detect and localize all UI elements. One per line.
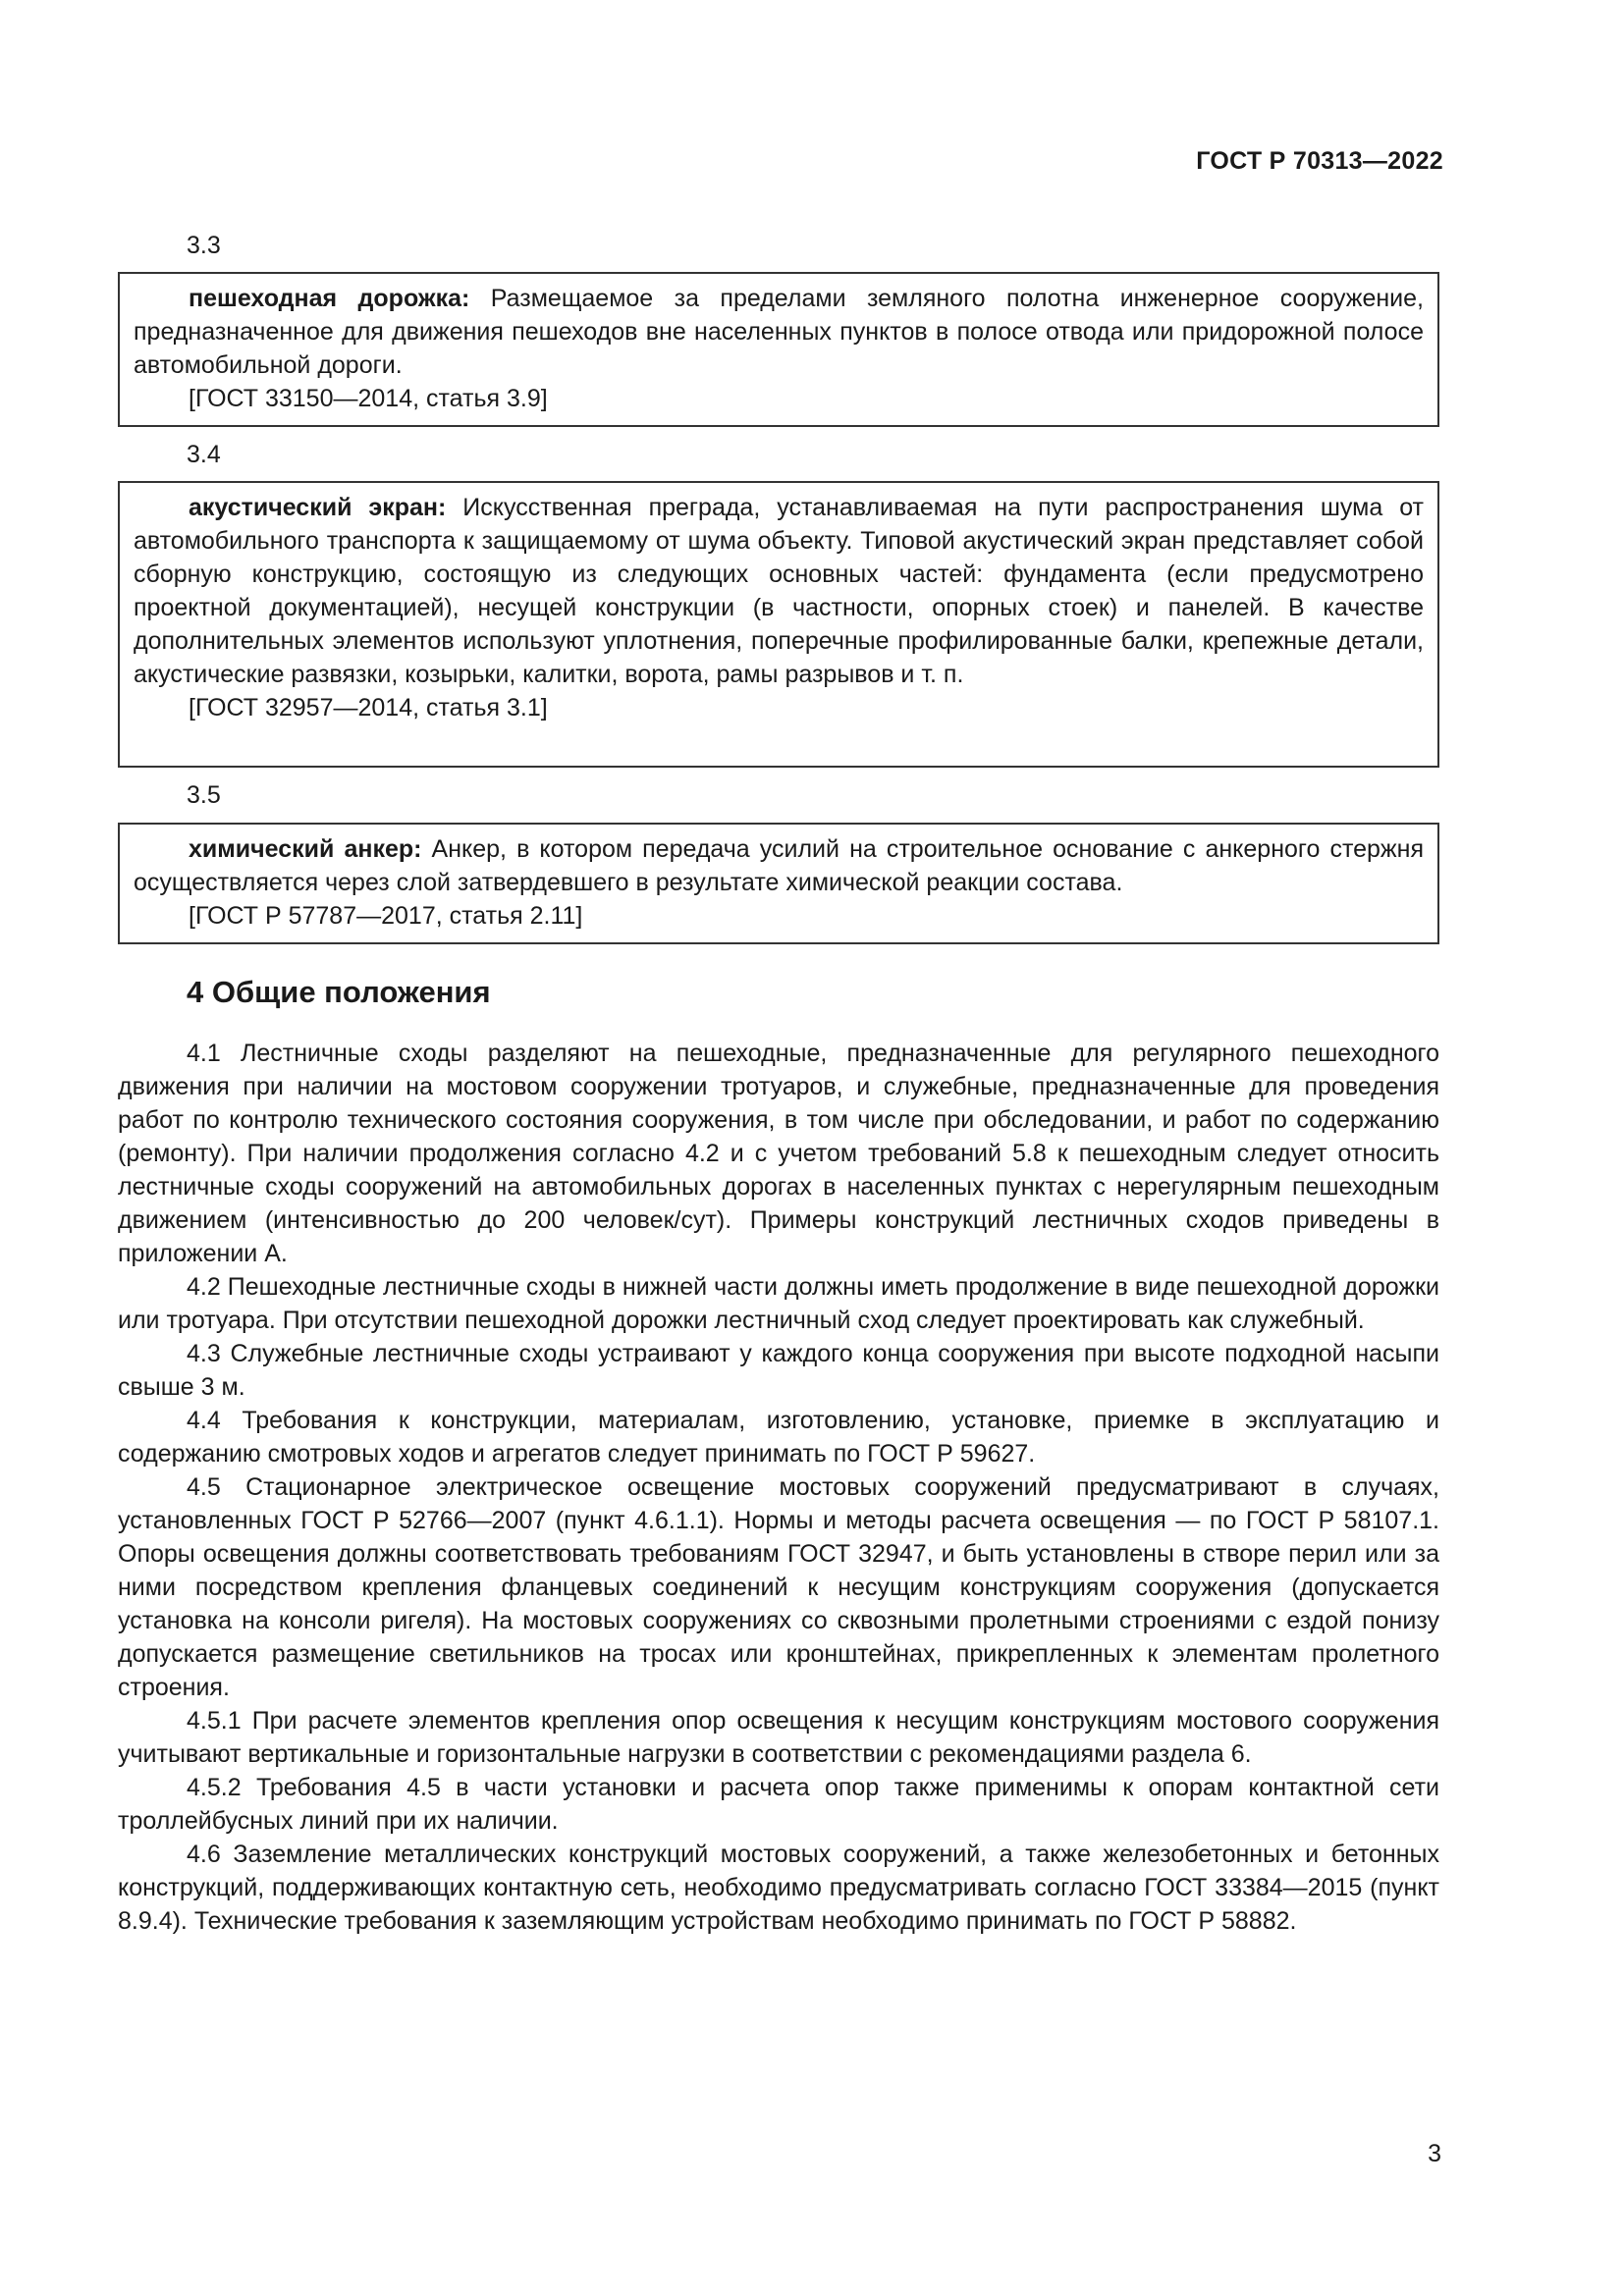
paragraph-4-3: 4.3 Служебные лестничные сходы устраивают у каждого конца сооружения при высоте подходной насыпи свыше 3 м. <box>118 1340 1439 1401</box>
document-header-id: ГОСТ Р 70313—2022 <box>1196 147 1443 175</box>
term-number-3-5: 3.5 <box>187 781 221 809</box>
paragraph-4-5-2: 4.5.2 Требования 4.5 в части установки и расчета опор также применимы к опорам контактной сети троллейбусных линий при их наличии. <box>118 1774 1439 1835</box>
term-source-reference: [ГОСТ Р 57787—2017, статья 2.11] <box>189 902 583 930</box>
section-body <box>118 1037 1439 1938</box>
term-name: пешеходная дорожка: <box>189 285 470 312</box>
term-definition <box>134 491 1424 691</box>
paragraph-4-2: 4.2 Пешеходные лестничные сходы в нижней части должны иметь продолжение в виде пешеходной дорожки или тротуара. При отсутствии пешеходной дорожки лестничный сход следует проектировать как служебный. <box>118 1273 1439 1334</box>
term-name: акустический экран: <box>189 494 447 521</box>
term-number-3-3: 3.3 <box>187 232 221 259</box>
term-definition-box-3-3 <box>118 272 1439 427</box>
paragraph-4-5: 4.5 Стационарное электрическое освещение мостовых сооружений предусматривают в случаях, установленных ГОСТ Р 52766—2007 (пункт 4.6.1.1). Нормы и методы расчета освещения — по ГОСТ Р 58107.1. Опоры освещения должны соответствовать требованиям ГОСТ 32947, и быть установлены в створе перил или за ними посредством крепления фланцевых соединений к несущим конструкциям сооружения (допускается установка на консоли ригеля). На мостовых сооружениях со сквозными пролетными строениями с ездой понизу допускается размещение светильников на тросах или кронштейнах, прикрепленных к элементам пролетного строения. <box>118 1473 1439 1701</box>
paragraph-4-1: 4.1 Лестничные сходы разделяют на пешеходные, предназначенные для регулярного пешеходного движения при наличии на мостовом сооружении тротуаров, и служебные, предназначенные для проведения работ по контролю технического состояния сооружения, в том числе при обследовании, и работ по содержанию (ремонту). При наличии продолжения согласно 4.2 и с учетом требований 5.8 к пешеходным следует относить лестничные сходы сооружений на автомобильных дорогах в населенных пунктах с нерегулярным пешеходным движением (интенсивностью до 200 человек/сут). Примеры конструкций лестничных сходов приведены в приложении А. <box>118 1040 1439 1267</box>
term-definition-text: Размещаемое за пределами земляного полотна инженерное сооружение, предназначенное для движения пешеходов вне населенных пунктов в полосе отвода или придорожной полосе автомобильной дороги. <box>134 285 1424 379</box>
paragraph-4-5-1: 4.5.1 При расчете элементов крепления опор освещения к несущим конструкциям мостового сооружения учитывают вертикальные и горизонтальные нагрузки в соответствии с рекомендациями раздела 6. <box>118 1707 1439 1768</box>
term-definition-box-3-4 <box>118 481 1439 768</box>
term-source-reference: [ГОСТ 33150—2014, статья 3.9] <box>189 385 548 412</box>
term-definition-text: Анкер, в котором передача усилий на строительное основание с анкерного стержня осуществляется через слой затвердевшего в результате химической реакции состава. <box>134 835 1424 896</box>
term-number-3-4: 3.4 <box>187 441 221 468</box>
term-definition <box>134 282 1424 382</box>
paragraph-4-6: 4.6 Заземление металлических конструкций мостовых сооружений, а также железобетонных и бетонных конструкций, поддерживающих контактную сеть, необходимо предусматривать согласно ГОСТ 33384—2015 (пункт 8.9.4). Технические требования к заземляющим устройствам необходимо принимать по ГОСТ Р 58882. <box>118 1841 1439 1935</box>
term-name: химический анкер: <box>189 835 422 863</box>
section-title: 4 Общие положения <box>187 975 491 1009</box>
page-number: 3 <box>1428 2140 1441 2167</box>
term-definition-text: Искусственная преграда, устанавливаемая на пути распространения шума от автомобильного транспорта к защищаемому от шума объекту. Типовой акустический экран представляет собой сборную конструкцию, состоящую из следующих основных частей: фундамента (если предусмотрено проектной документацией), несущей конструкции (в частности, опорных стоек) и панелей. В качестве дополнительных элементов используют уплотнения, поперечные профилированные балки, крепежные детали, акустические развязки, козырьки, калитки, ворота, рамы разрывов и т. п. <box>134 494 1424 688</box>
term-definition-box-3-5 <box>118 823 1439 944</box>
term-source-reference: [ГОСТ 32957—2014, статья 3.1] <box>189 694 548 721</box>
paragraph-4-4: 4.4 Требования к конструкции, материалам, изготовлению, установке, приемке в эксплуатацию и содержанию смотровых ходов и агрегатов следует принимать по ГОСТ Р 59627. <box>118 1407 1439 1468</box>
term-definition <box>134 832 1424 899</box>
